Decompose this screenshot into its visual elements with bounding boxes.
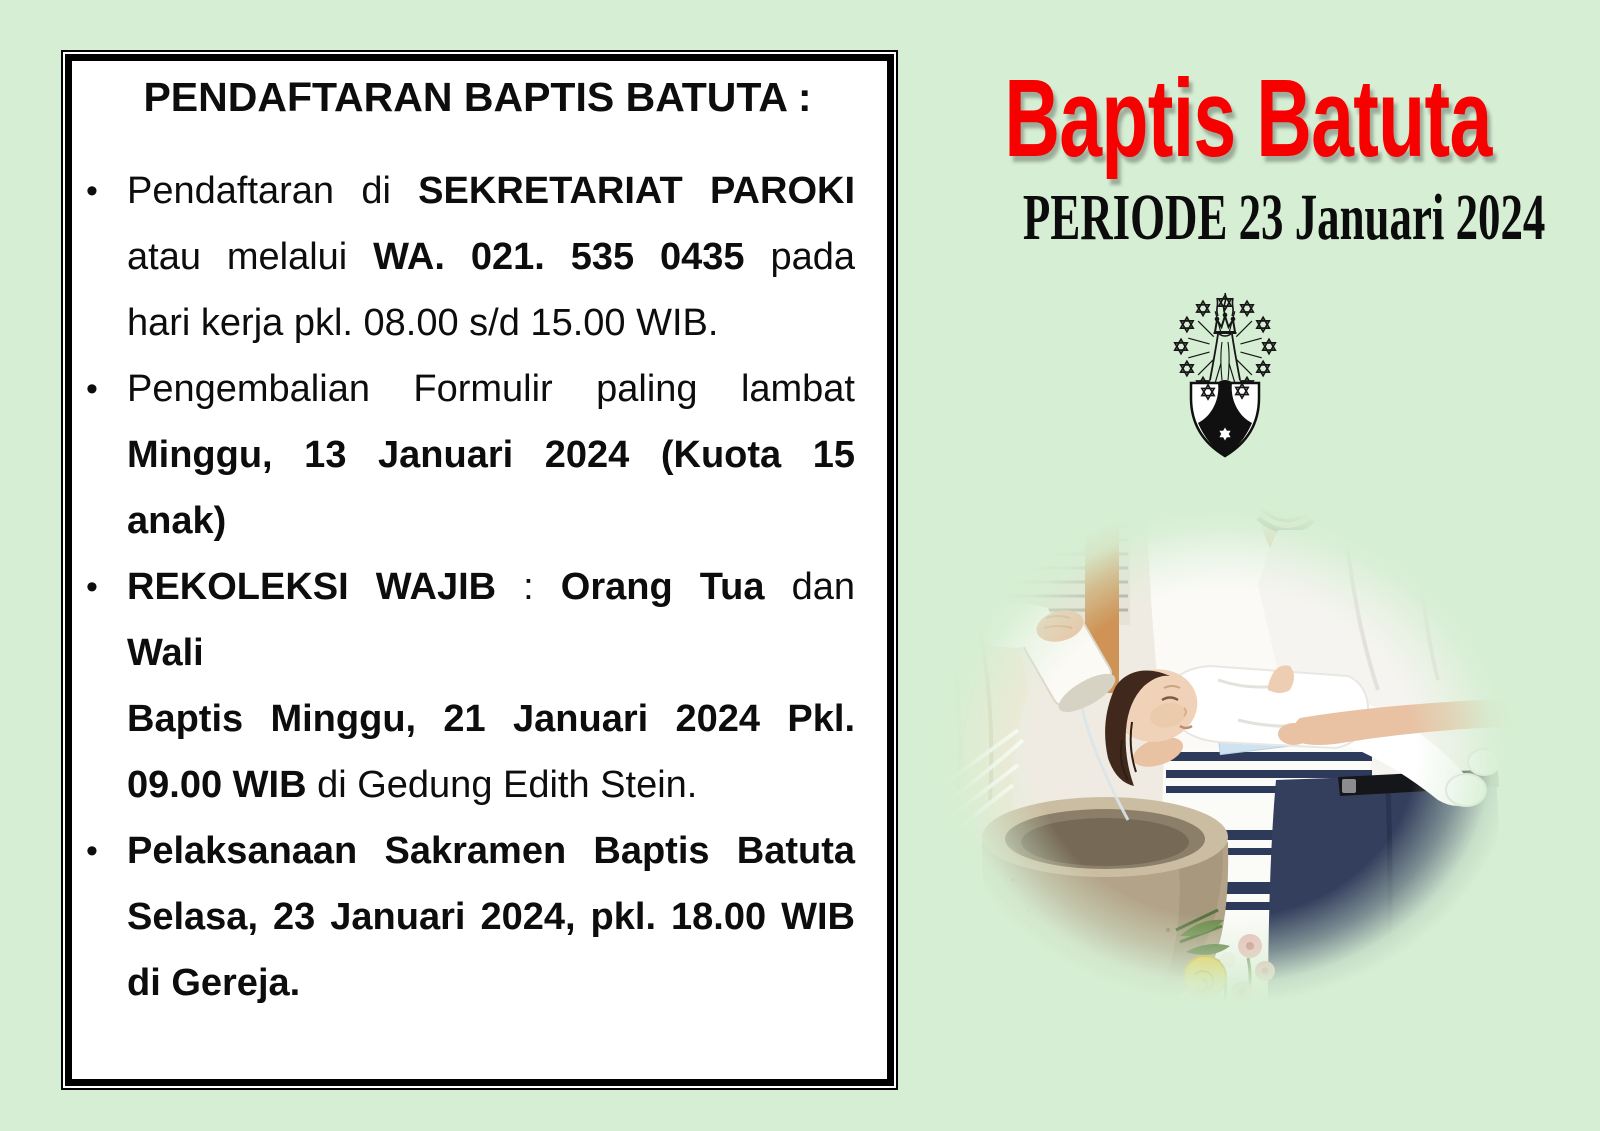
notice-text: atau melalui (127, 236, 374, 278)
notice-bullet-item (72, 356, 855, 554)
notice-bullet-item (72, 554, 855, 818)
notice-text: pada (744, 236, 855, 278)
period-subtitle (900, 183, 1560, 253)
photo-oval-fade (918, 490, 1532, 1018)
notice-list (72, 158, 855, 1016)
notice-text: : (496, 566, 561, 608)
notice-text-line (127, 950, 855, 1016)
notice-text-line (127, 752, 855, 818)
emblem-shield (1191, 380, 1259, 456)
notice-text-bold: REKOLEKSI WAJIB (127, 566, 497, 608)
notice-bullet-item (72, 818, 855, 1016)
notice-text-bold: anak) (127, 500, 227, 542)
registration-notice-inner (65, 54, 894, 1086)
baptism-photo-frame (918, 490, 1532, 1018)
bullet-dot: • (86, 568, 98, 606)
notice-text-line (127, 488, 855, 554)
notice-text-bold: Selasa, 23 Januari 2024, pkl. 18.00 WIB (127, 896, 855, 938)
notice-text-line (127, 554, 855, 686)
registration-notice-box (61, 50, 898, 1090)
notice-text-bold: SEKRETARIAT PAROKI (418, 170, 855, 212)
notice-text-line (127, 356, 855, 422)
notice-text-bold: di Gereja. (127, 962, 301, 1004)
bullet-dot: • (86, 370, 98, 408)
notice-text-bold: Minggu, 13 Januari 2024 (Kuota 15 (127, 434, 855, 476)
notice-text: Pendaftaran di (127, 170, 419, 212)
notice-text: di Gedung Edith Stein. (306, 764, 698, 806)
notice-text-bold: Wali (127, 632, 204, 674)
emblem-rays (1188, 311, 1261, 382)
notice-text-bold: Orang Tua (560, 566, 765, 608)
notice-text: hari kerja pkl. 08.00 s/d 15.00 WIB. (127, 302, 719, 344)
carmelite-parish-emblem-icon (1155, 286, 1295, 458)
notice-text: dan (764, 566, 855, 608)
period-subtitle-text: PERIODE 23 Januari 2024 (1022, 181, 1546, 254)
emblem-svg (1155, 286, 1295, 458)
bullet-dot: • (86, 832, 98, 870)
notice-title: PENDAFTARAN BAPTIS BATUTA : (143, 74, 812, 120)
notice-text-bold: Pelaksanaan Sakramen Baptis Batuta (127, 830, 855, 872)
notice-text-bold: WA. 021. 535 0435 (373, 236, 745, 278)
notice-bullet-item (72, 158, 855, 356)
notice-text-line (127, 224, 855, 290)
notice-text-bold: Baptis Minggu, 21 Januari 2024 Pkl. (127, 698, 855, 740)
page-title-text: Baptis Batuta (1004, 57, 1492, 180)
bullet-dot: • (86, 172, 98, 210)
emblem-madonna-figure (1210, 334, 1240, 380)
notice-text-line (127, 422, 855, 488)
notice-text-bold: 09.00 WIB (127, 764, 307, 806)
notice-text: Pengembalian Formulir paling lambat (127, 368, 855, 410)
notice-text-line (127, 158, 855, 224)
notice-text-line (127, 290, 855, 356)
notice-text-line (127, 884, 855, 950)
notice-text-line (127, 818, 855, 884)
notice-text-line (127, 686, 855, 752)
page-title (900, 57, 1560, 180)
